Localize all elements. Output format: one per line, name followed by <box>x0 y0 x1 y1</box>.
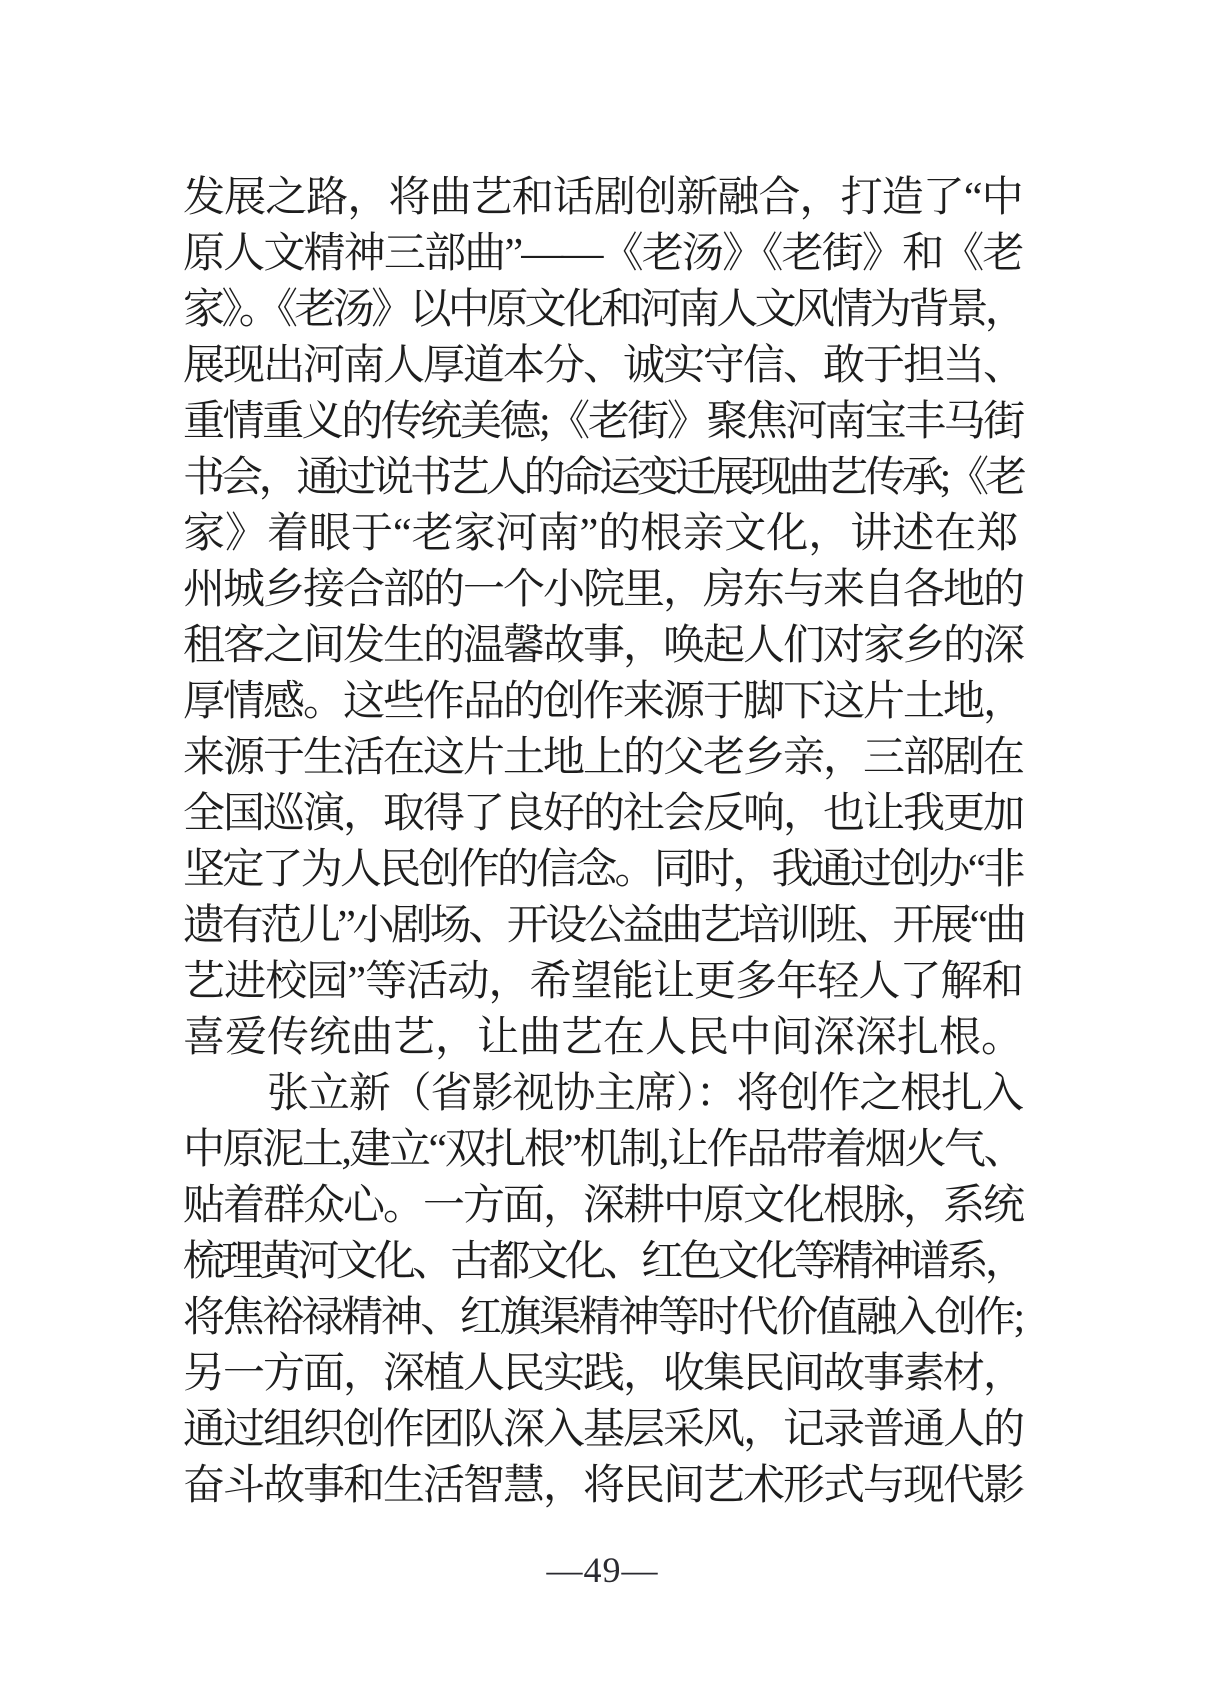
body-text-line: 州城乡接合部的一个小院里，房东与来自各地的 <box>183 567 1024 613</box>
body-text-line: 租客之间发生的温馨故事，唤起人们对家乡的深 <box>183 623 1024 669</box>
body-text-line: 发展之路，将曲艺和话剧创新融合，打造了“中 <box>183 175 1023 221</box>
body-text-line: 奋斗故事和生活智慧，将民间艺术形式与现代影 <box>183 1463 1024 1509</box>
body-text-line: 家》。《老汤》以中原文化和河南人文风情为背景， <box>183 287 1024 333</box>
body-text-line: 通过组织创作团队深入基层采风，记录普通人的 <box>183 1407 1024 1453</box>
body-text-line: 原人文精神三部曲”——《老汤》《老街》和《老 <box>183 231 1023 277</box>
body-text-line: 中原泥土,建立“双扎根”机制,让作品带着烟火气、 <box>183 1127 1024 1173</box>
body-text-line: 将焦裕禄精神、红旗渠精神等时代价值融入创作; <box>183 1295 1023 1341</box>
body-text-line: 重情重义的传统美德;《老街》聚焦河南宝丰马街 <box>183 399 1023 445</box>
body-text-line: 另一方面，深植人民实践，收集民间故事素材， <box>183 1351 1024 1397</box>
body-text-line: 书会，通过说书艺人的命运变迁展现曲艺传承;《老 <box>183 455 1023 501</box>
page-body-text <box>183 170 1023 1514</box>
body-text-line: 坚定了为人民创作的信念。同时，我通过创办“非 <box>183 847 1023 893</box>
body-text-line: 全国巡演，取得了良好的社会反响，也让我更加 <box>183 791 1024 837</box>
page-number: —49— <box>546 1550 659 1590</box>
body-text-line: 厚情感。这些作品的创作来源于脚下这片土地， <box>183 679 1024 725</box>
body-text-line: 家》着眼于“老家河南”的根亲文化，讲述在郑 <box>183 511 1019 557</box>
body-text-line: 展现出河南人厚道本分、诚实守信、敢于担当、 <box>183 343 1024 389</box>
body-text-line: 喜爱传统曲艺，让曲艺在人民中间深深扎根。 <box>183 1015 1024 1061</box>
body-text-line: 张立新（省影视协主席）：将创作之根扎入 <box>267 1071 1023 1117</box>
body-text-line: 艺进校园”等活动，希望能让更多年轻人了解和 <box>183 959 1023 1005</box>
body-text-line: 遗有范儿”小剧场、开设公益曲艺培训班、开展“曲 <box>183 903 1024 949</box>
body-text-line: 贴着群众心。一方面，深耕中原文化根脉，系统 <box>183 1183 1024 1229</box>
page-footer <box>0 1545 1205 1595</box>
body-text-line: 来源于生活在这片土地上的父老乡亲，三部剧在 <box>183 735 1024 781</box>
body-text-line: 梳理黄河文化、古都文化、红色文化等精神谱系， <box>183 1239 1023 1285</box>
